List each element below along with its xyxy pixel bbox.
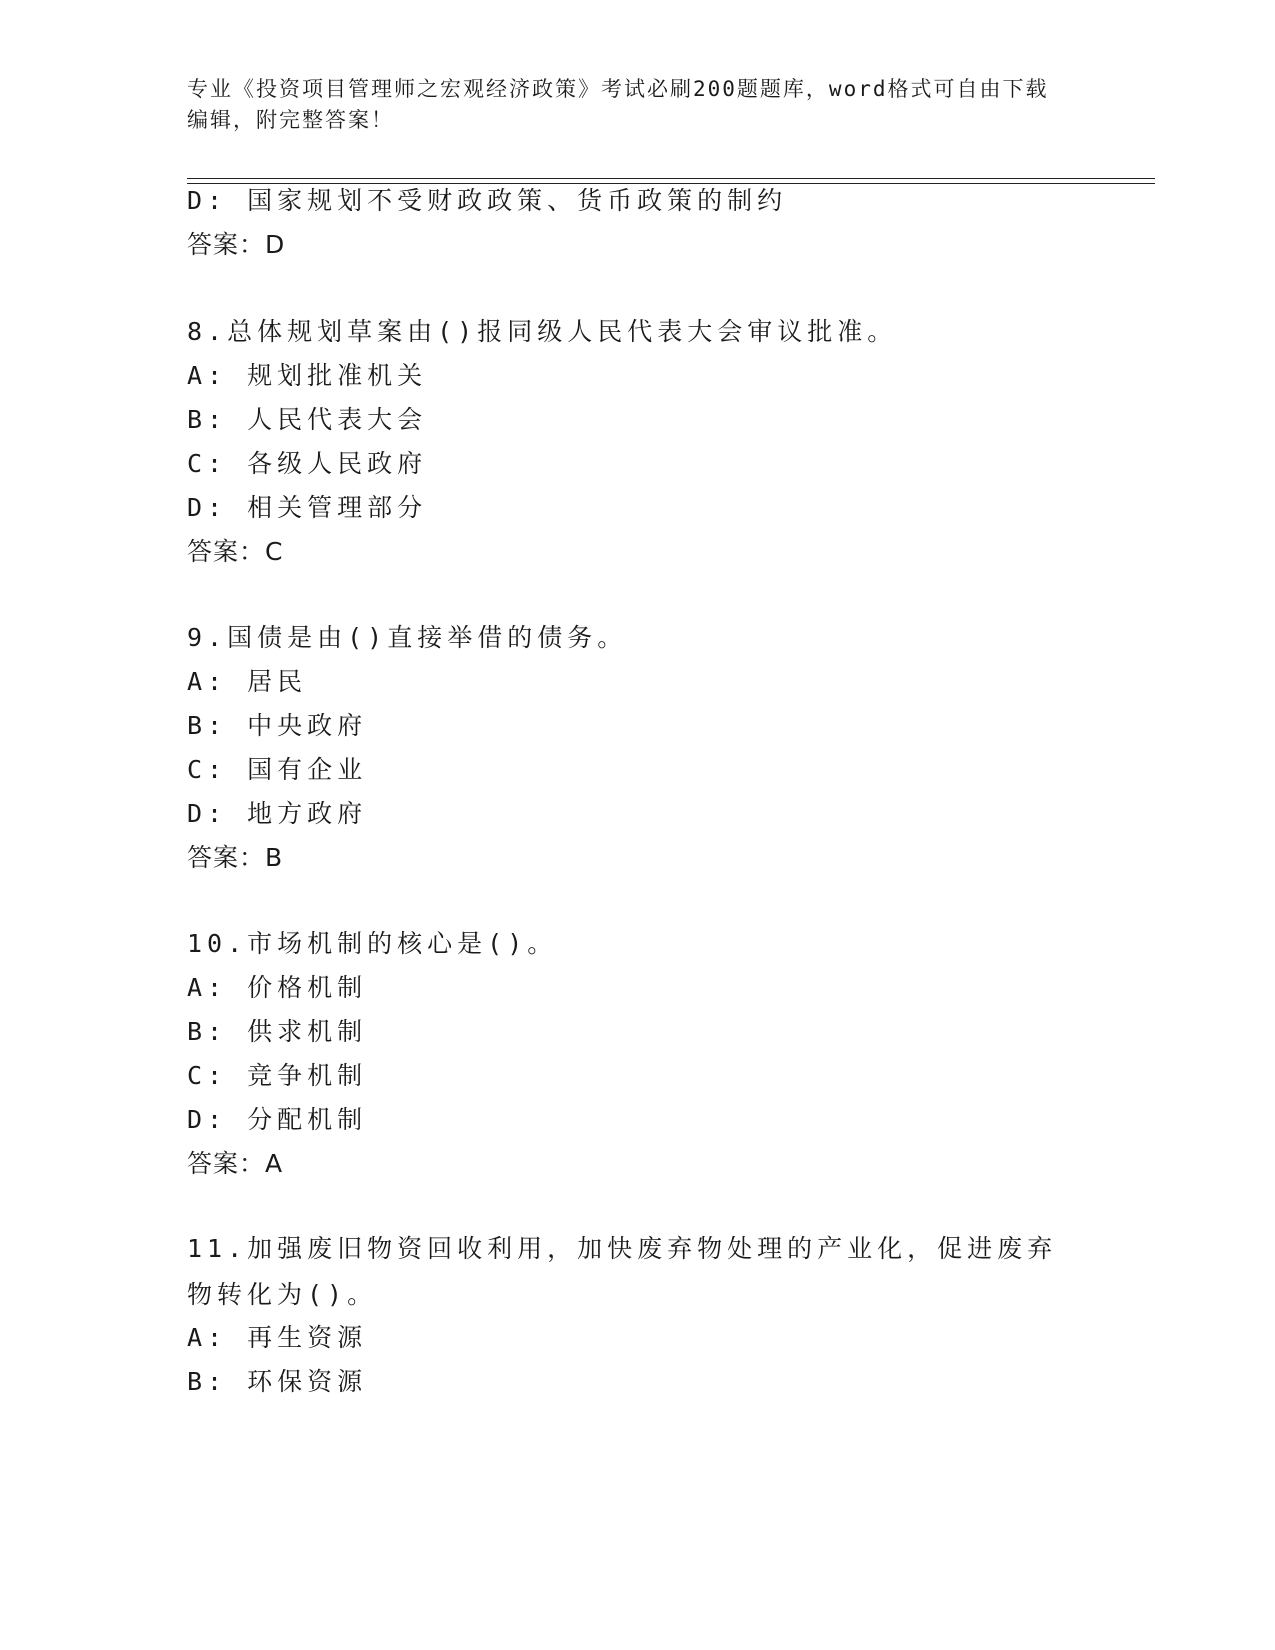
question-8-option-d: D: 相关管理部分 (187, 493, 428, 522)
question-9-answer: 答案：B (187, 843, 284, 872)
question-10: 10.市场机制的核心是()。 (187, 929, 558, 958)
question-9-option-b: B: 中央政府 (187, 711, 368, 740)
question-9-option-d: D: 地方政府 (187, 799, 368, 828)
question-8-option-c: C: 各级人民政府 (187, 449, 428, 478)
question-9: 9.国债是由()直接举借的债务。 (187, 623, 628, 652)
document-header: 专业《投资项目管理师之宏观经济政策》考试必刷200题题库，word格式可自由下载编辑，附完整答案！ (187, 77, 1049, 132)
question-10-option-b: B: 供求机制 (187, 1017, 368, 1046)
question-8-option-a: A: 规划批准机关 (187, 361, 428, 390)
question-8: 8.总体规划草案由()报同级人民代表大会审议批准。 (187, 317, 898, 346)
question-8-option-b: B: 人民代表大会 (187, 405, 428, 434)
question-10-option-a: A: 价格机制 (187, 973, 368, 1002)
answer: 答案：D (187, 230, 286, 259)
question-11-option-a: A: 再生资源 (187, 1323, 368, 1352)
question-11-option-b: B: 环保资源 (187, 1367, 368, 1396)
question-10-answer: 答案：A (187, 1149, 284, 1178)
option-d: D: 国家规划不受财政政策、货币政策的制约 (187, 186, 788, 215)
question-8-answer: 答案：C (187, 537, 284, 566)
question-9-option-a: A: 居民 (187, 667, 308, 696)
question-11: 11.加强废旧物资回收利用，加快废弃物处理的产业化，促进废弃物转化为()。 (187, 1234, 1058, 1309)
question-10-option-d: D: 分配机制 (187, 1105, 368, 1134)
question-10-option-c: C: 竞争机制 (187, 1061, 368, 1090)
question-9-option-c: C: 国有企业 (187, 755, 368, 784)
